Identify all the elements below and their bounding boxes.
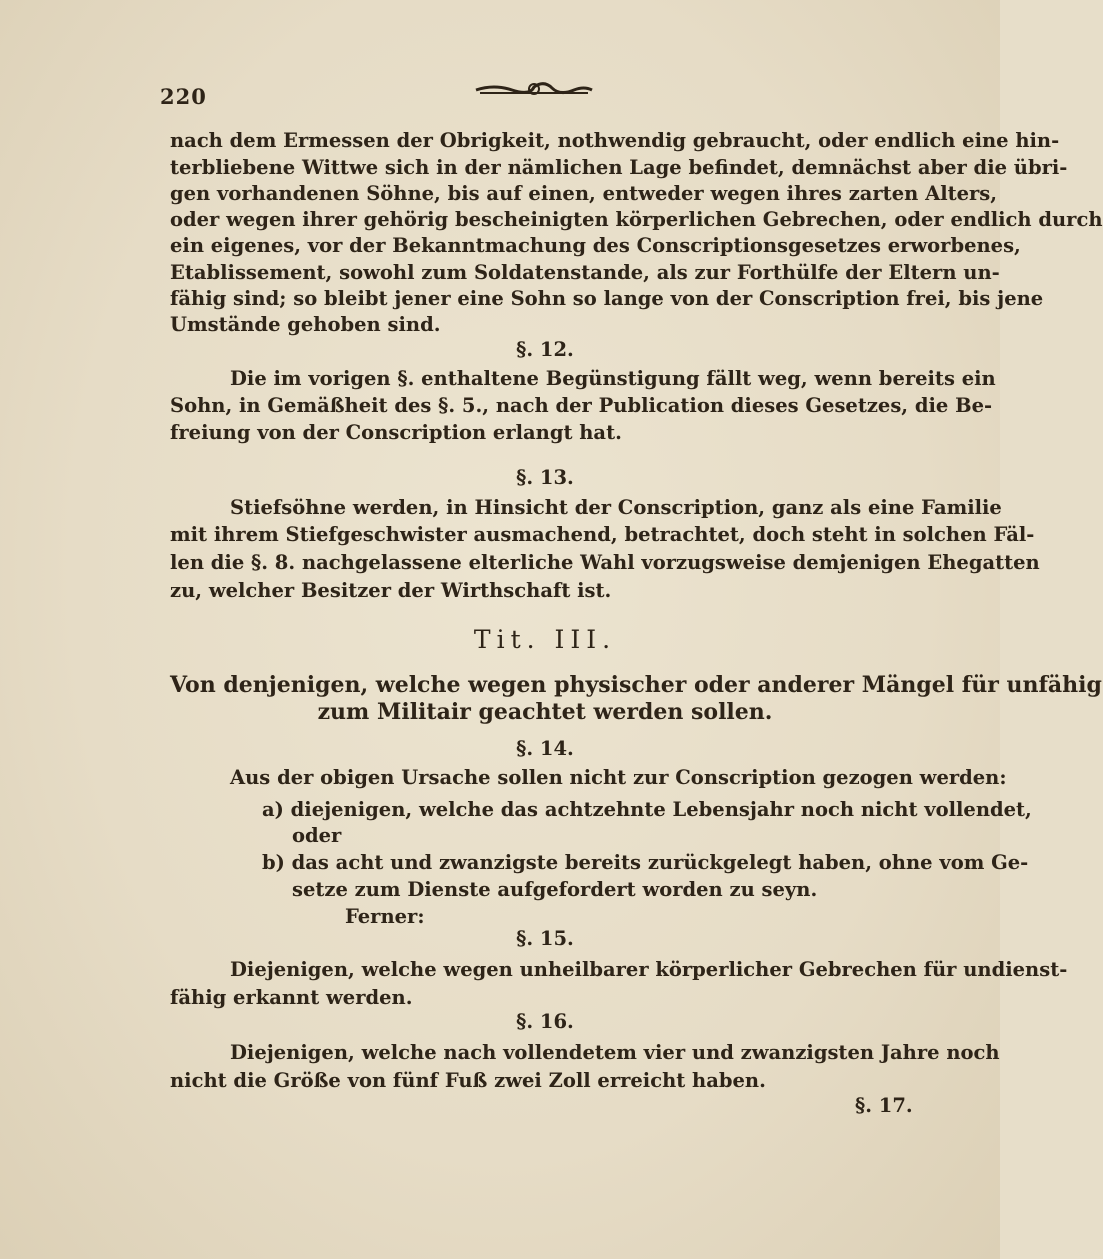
text-line: mit ihrem Stiefgeschwister ausmachend, betrachtet, doch steht in solchen Fäl- <box>170 523 1035 546</box>
catchword: §. 17. <box>855 1094 913 1117</box>
chapter-heading-line: zum Militair geachtet werden sollen. <box>317 699 773 725</box>
title-heading: Tit. III. <box>473 625 617 654</box>
ornament-rule <box>474 78 594 100</box>
text-line: freiung von der Conscription erlangt hat. <box>170 421 622 444</box>
section-heading-15: §. 15. <box>516 927 574 950</box>
section-heading-12: §. 12. <box>516 338 574 361</box>
ferner-label: Ferner: <box>345 905 425 928</box>
text-line: fähig erkannt werden. <box>170 986 413 1009</box>
text-line: Etablissement, sowohl zum Soldatenstande, als zur Forthülfe der Eltern un- <box>170 261 1000 284</box>
text-line: Diejenigen, welche nach vollendetem vier und zwanzigsten Jahre noch <box>230 1041 1000 1064</box>
text-line: Diejenigen, welche wegen unheilbarer körperlicher Gebrechen für undienst- <box>230 958 1068 981</box>
chapter-heading-line: Von denjenigen, welche wegen physischer oder anderer Mängel für unfähig <box>170 672 1102 698</box>
section-heading-16: §. 16. <box>516 1010 574 1033</box>
text-line: nach dem Ermessen der Obrigkeit, nothwendig gebraucht, oder endlich eine hin- <box>170 129 1060 152</box>
text-line: fähig sind; so bleibt jener eine Sohn so lange von der Conscription frei, bis jene <box>170 287 1044 310</box>
text-line: Sohn, in Gemäßheit des §. 5., nach der Publication dieses Gesetzes, die Be- <box>170 394 993 417</box>
list-item-b-continuation: setze zum Dienste aufgefordert worden zu seyn. <box>292 878 818 901</box>
text-line: oder wegen ihrer gehörig bescheinigten körperlichen Gebrechen, oder endlich durch <box>170 208 1103 231</box>
text-line: len die §. 8. nachgelassene elterliche Wahl vorzugsweise demjenigen Ehegatten <box>170 551 1040 574</box>
text-line: Aus der obigen Ursache sollen nicht zur Conscription gezogen werden: <box>230 766 1007 789</box>
page-number: 220 <box>160 84 207 109</box>
text-line: gen vorhandenen Söhne, bis auf einen, entweder wegen ihres zarten Alters, <box>170 182 998 205</box>
text-line: nicht die Größe von fünf Fuß zwei Zoll erreicht haben. <box>170 1069 766 1092</box>
text-line: ein eigenes, vor der Bekanntmachung des Conscriptionsgesetzes erworbenes, <box>170 234 1021 257</box>
text-line: Die im vorigen §. enthaltene Begünstigung fällt weg, wenn bereits ein <box>230 367 996 390</box>
section-heading-13: §. 13. <box>516 466 574 489</box>
list-item-a: a) diejenigen, welche das achtzehnte Lebensjahr noch nicht vollendet, <box>262 798 1032 821</box>
text-line: terbliebene Wittwe sich in der nämlichen Lage befindet, demnächst aber die übri- <box>170 156 1068 179</box>
list-item-b: b) das acht und zwanzigste bereits zurückgelegt haben, ohne vom Ge- <box>262 851 1029 874</box>
list-item-a-continuation: oder <box>292 824 342 847</box>
text-line: zu, welcher Besitzer der Wirthschaft ist. <box>170 579 612 602</box>
section-heading-14: §. 14. <box>516 737 574 760</box>
text-line: Umstände gehoben sind. <box>170 313 441 336</box>
text-line: Stiefsöhne werden, in Hinsicht der Conscription, ganz als eine Familie <box>230 496 1002 519</box>
